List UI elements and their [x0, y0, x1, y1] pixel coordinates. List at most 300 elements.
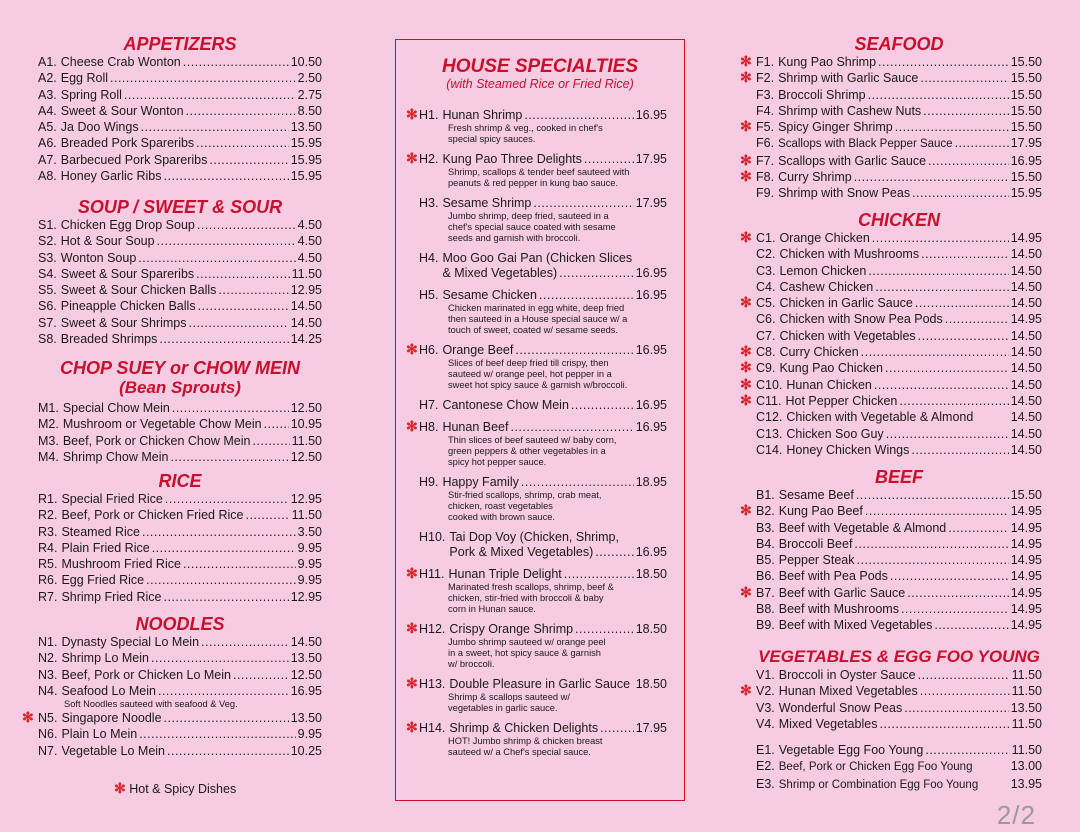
asterisk-icon: ✻ [740, 343, 752, 360]
item-name: Sesame Chicken [442, 288, 537, 302]
item-code: C9. [756, 361, 776, 376]
menu-item [756, 667, 1042, 683]
item-price: 14.50 [1010, 345, 1042, 360]
leader-dots [923, 103, 1009, 119]
leader-dots [539, 288, 634, 303]
veg-section [740, 647, 1042, 793]
leader-dots [264, 416, 289, 432]
item-code: N4. [38, 683, 58, 698]
asterisk-icon: ✻ [740, 583, 752, 600]
item-price: 15.50 [1010, 488, 1042, 502]
item-code: N3. [38, 667, 58, 682]
leader-dots [170, 449, 288, 465]
item-price: 16.95 [635, 420, 667, 434]
item-code: F4. [756, 103, 775, 118]
asterisk-icon: ✻ [406, 620, 418, 636]
leader-dots [146, 572, 296, 588]
menu-item [756, 328, 1042, 344]
item-code: A7. [38, 152, 57, 167]
item-description: Soft Noodles sauteed with seafood & Veg. [64, 699, 238, 710]
item-price: 11.50 [291, 266, 322, 281]
item-code: C10. [756, 377, 783, 392]
leader-dots [595, 545, 633, 560]
menu-item [38, 103, 322, 119]
item-code: N2. [38, 651, 58, 666]
item-name: Orange Chicken [779, 231, 870, 245]
item-code: N6. [38, 727, 58, 742]
item-name: Scallops with Garlic Sauce [778, 153, 927, 168]
item-price: 16.95 [1010, 153, 1042, 168]
leader-dots [918, 328, 1009, 344]
item-list [38, 54, 322, 184]
item-price: 18.50 [635, 677, 667, 691]
item-name: Hunan Mixed Vegetables [778, 684, 918, 699]
asterisk-icon: ✻ [22, 709, 34, 726]
leader-dots [854, 536, 1008, 552]
item-code: C2. [756, 247, 776, 262]
menu-item [38, 449, 322, 465]
item-list [22, 634, 322, 759]
item-price: 16.95 [635, 343, 667, 357]
item-name: Scallops with Black Pepper Sauce [778, 138, 953, 151]
item-name: Curry Shrimp [778, 170, 852, 185]
item-name-line2: Pork & Mixed Vegetables) [449, 545, 594, 559]
item-price: 11.50 [291, 433, 322, 448]
item-code: R1. [38, 492, 58, 506]
menu-item [406, 565, 667, 582]
section-title: BEEF [874, 467, 923, 487]
item-name: Shrimp or Combination Egg Foo Young [778, 778, 979, 791]
menu-item [406, 106, 667, 123]
item-name: Kung Pao Beef [778, 504, 863, 519]
item-description: Marinated fresh scallops, shrimp, beef & chicken, stir-fried with broccoli & baby corn in Hunan sauce. [448, 582, 614, 614]
item-code: F7. [756, 153, 775, 168]
leader-dots [571, 398, 634, 413]
leader-dots [201, 634, 289, 650]
menu-item [756, 617, 1042, 633]
beef-section [740, 467, 1042, 634]
leader-dots [868, 263, 1008, 279]
menu-item [740, 502, 1042, 519]
menu-item [740, 294, 1042, 311]
leader-dots [139, 726, 295, 742]
item-code: F5. [756, 120, 775, 135]
item-code: H2. [419, 152, 439, 166]
menu-item [740, 375, 1042, 393]
item-price: 16.95 [635, 398, 667, 412]
item-price: 18.95 [635, 475, 667, 489]
menu-item [38, 87, 322, 103]
item-code: R7. [38, 589, 58, 604]
item-name: Hot Pepper Chicken [785, 393, 898, 408]
item-name: Breaded Shrimps [60, 332, 158, 347]
item-price: 4.50 [297, 250, 322, 265]
leader-dots [151, 650, 289, 666]
leader-dots [158, 683, 289, 699]
item-name: Shrimp Lo Mein [61, 651, 149, 666]
item-name: Happy Family [442, 475, 519, 489]
leader-dots [183, 54, 289, 70]
item-price: 16.95 [635, 266, 667, 280]
menu-item [756, 700, 1042, 716]
item-name: Curry Chicken [779, 345, 859, 360]
leader-dots [901, 601, 1009, 617]
item-code: S6. [38, 299, 57, 314]
item-code: R6. [38, 573, 58, 588]
house-item [419, 251, 667, 281]
item-list [38, 217, 322, 347]
leader-dots [945, 311, 1009, 327]
item-name: Beef, Pork or Chicken Egg Foo Young [778, 761, 973, 774]
leader-dots [510, 420, 633, 435]
item-price: 16.95 [290, 683, 322, 698]
section-subtitle: (Bean Sprouts) [119, 378, 241, 397]
item-price: 2.75 [297, 87, 322, 102]
menu-item [419, 196, 667, 211]
item-code: V4. [756, 716, 775, 731]
item-price: 2.50 [297, 71, 322, 86]
menu-item [756, 742, 1042, 758]
menu-item [419, 288, 667, 303]
item-code: B9. [756, 618, 775, 633]
item-code: F3. [756, 87, 775, 102]
item-code: S2. [38, 234, 57, 249]
leader-dots [865, 503, 1009, 519]
item-code: A1. [38, 55, 57, 69]
asterisk-icon: ✻ [740, 151, 752, 168]
item-code: S7. [38, 315, 57, 330]
item-name: Cheese Crab Wonton [60, 55, 181, 69]
item-name: Dynasty Special Lo Mein [61, 635, 200, 649]
item-code: F9. [756, 186, 775, 201]
item-description: Chicken marinated in egg white, deep fried then sauteed in a House special sauce w/ a touch of sweet, coated w/ sesame seeds. [448, 303, 628, 335]
asterisk-icon: ✻ [740, 294, 752, 311]
item-price: 12.95 [290, 283, 322, 298]
leader-dots [899, 393, 1008, 409]
menu-item [38, 507, 322, 523]
appetizers-section [38, 34, 322, 184]
section-title: CHICKEN [857, 210, 940, 230]
menu-item [38, 556, 322, 572]
item-code: H6. [419, 343, 439, 357]
asterisk-icon: ✻ [406, 150, 418, 166]
item-code: N5. [38, 711, 58, 726]
item-name: Shrimp with Snow Peas [778, 186, 911, 201]
item-price: 12.50 [290, 401, 322, 415]
leader-dots [928, 153, 1009, 169]
item-name: Barbecued Pork Spareribs [60, 152, 208, 167]
menu-item-continued [419, 266, 667, 281]
soup-section [38, 197, 322, 347]
item-price: 14.95 [1010, 618, 1042, 633]
leader-dots [245, 507, 289, 523]
item-code: E1. [756, 743, 775, 758]
leader-dots [198, 298, 289, 314]
house-section [395, 57, 685, 92]
item-price: 15.50 [1010, 87, 1042, 102]
menu-item [756, 426, 1042, 442]
item-price: 14.95 [1010, 520, 1042, 535]
item-code: A3. [38, 87, 57, 102]
house-item [406, 620, 667, 670]
item-price: 14.95 [1010, 312, 1042, 327]
leader-dots [163, 589, 288, 605]
house-item [406, 565, 667, 615]
item-code: C11. [756, 393, 782, 408]
leader-dots [886, 426, 1009, 442]
item-price: 11.50 [1011, 668, 1042, 682]
house-item [406, 341, 667, 391]
spicy-legend [114, 780, 236, 797]
menu-item [756, 536, 1042, 552]
item-name: Egg Fried Rice [61, 573, 145, 588]
section-title: HOUSE SPECIALTIES [441, 56, 638, 77]
item-name: Ja Doo Wings [60, 120, 139, 135]
menu-item [740, 682, 1042, 699]
item-code: H13. [419, 677, 446, 691]
item-name: Sweet & Sour Spareribs [60, 266, 195, 281]
leader-dots [955, 135, 1009, 151]
item-price: 13.50 [1010, 700, 1042, 715]
item-name: Orange Beef [442, 343, 514, 357]
leader-dots [948, 520, 1008, 536]
item-code: C7. [756, 328, 776, 343]
item-name: Vegetable Egg Foo Young [778, 743, 924, 758]
item-code: F6. [756, 136, 775, 151]
menu-item [38, 726, 322, 742]
leader-dots [925, 742, 1009, 758]
menu-item [38, 650, 322, 666]
item-code: C8. [756, 345, 776, 360]
menu-item [406, 418, 667, 435]
leader-dots [875, 279, 1008, 295]
item-name: Cashew Chicken [779, 279, 874, 294]
asterisk-icon: ✻ [740, 375, 752, 392]
menu-item [38, 135, 322, 151]
item-price: 16.95 [635, 545, 667, 559]
item-code: H5. [419, 288, 439, 302]
asterisk-icon: ✻ [406, 719, 418, 735]
menu-item [406, 150, 667, 167]
item-name: Crispy Orange Shrimp [449, 622, 574, 636]
menu-item [38, 266, 322, 282]
leader-dots [584, 152, 634, 167]
item-price: 18.50 [635, 567, 667, 581]
item-name: Wonderful Snow Peas [778, 700, 903, 715]
item-code: B7. [756, 585, 775, 600]
item-name: Wonton Soup [60, 250, 137, 265]
item-list [756, 742, 1042, 793]
leader-dots [157, 233, 296, 249]
item-price: 15.95 [290, 152, 322, 167]
leader-dots [879, 716, 1009, 732]
item-price: 12.95 [290, 492, 322, 506]
house-item-list [406, 106, 667, 758]
item-price: 15.95 [1010, 186, 1042, 201]
leader-dots [904, 700, 1009, 716]
menu-item-continued [419, 545, 667, 560]
item-price: 10.95 [290, 417, 322, 432]
item-code: F1. [756, 55, 775, 69]
item-code: H12. [419, 622, 446, 636]
item-name: Steamed Rice [61, 524, 140, 539]
menu-item [756, 758, 1042, 775]
item-price: 14.50 [1010, 263, 1042, 278]
item-code: B3. [756, 520, 775, 535]
item-code: R5. [38, 557, 58, 572]
item-name: Cantonese Chow Mein [442, 398, 569, 412]
item-code: M2. [38, 417, 59, 432]
item-price: 10.25 [290, 743, 322, 758]
house-item [406, 675, 667, 714]
menu-item [38, 298, 322, 314]
menu-item [756, 487, 1042, 503]
item-name: Chicken Egg Drop Soup [60, 218, 195, 232]
item-name: Plain Lo Mein [61, 727, 138, 742]
item-name: Special Fried Rice [61, 492, 163, 506]
leader-dots [911, 442, 1008, 458]
leader-dots [110, 70, 296, 86]
item-name: Plain Fried Rice [61, 540, 150, 555]
menu-item [38, 217, 322, 233]
item-price: 14.95 [1010, 602, 1042, 617]
item-description: Shrimp, scallops & tender beef sauteed with peanuts & red pepper in kung bao sauce. [448, 167, 630, 188]
leader-dots [878, 54, 1009, 70]
leader-dots [172, 400, 289, 416]
item-code: B1. [756, 488, 775, 502]
item-price: 14.50 [1010, 377, 1042, 392]
item-price: 13.50 [290, 651, 322, 666]
leader-dots [857, 552, 1009, 568]
item-price: 15.50 [1010, 71, 1042, 86]
menu-item [406, 719, 667, 736]
item-name: Singapore Noodle [61, 711, 162, 726]
leader-dots [164, 710, 289, 726]
item-code: C5. [756, 296, 776, 311]
item-list [740, 487, 1042, 634]
leader-dots [856, 487, 1009, 503]
menu-item [756, 87, 1042, 103]
item-price: 13.00 [1010, 759, 1042, 774]
item-description: Jumbo shrimp sauteed w/ orange peel in a sweet, hot spicy sauce & garnish w/ broccoli. [448, 637, 606, 669]
rice-section [38, 471, 322, 605]
asterisk-icon: ✻ [406, 341, 418, 357]
item-code: F2. [756, 71, 775, 86]
section-title: SEAFOOD [854, 34, 944, 54]
menu-item [756, 311, 1042, 327]
asterisk-icon: ✻ [740, 502, 752, 519]
menu-item [38, 683, 322, 699]
menu-item [38, 331, 322, 347]
section-title: NOODLES [135, 614, 225, 634]
menu-item [756, 103, 1042, 119]
leader-dots [912, 185, 1009, 201]
item-code: C12. [756, 410, 783, 425]
menu-item [38, 315, 322, 331]
menu-item [756, 246, 1042, 262]
menu-item [740, 69, 1042, 86]
item-name: Pineapple Chicken Balls [60, 299, 196, 314]
leader-dots [164, 168, 289, 184]
leader-dots [142, 524, 296, 540]
section-title: SOUP / SWEET & SOUR [77, 197, 283, 217]
menu-item [756, 135, 1042, 152]
leader-dots [874, 377, 1009, 393]
item-price: 12.50 [290, 449, 322, 464]
menu-item [38, 70, 322, 86]
item-name: Beef, Pork or Chicken Chow Mein [62, 433, 251, 448]
house-item [419, 530, 667, 560]
menu-item [406, 341, 667, 358]
item-price: 3.50 [297, 524, 322, 539]
item-price: 4.50 [297, 218, 322, 232]
item-code: C6. [756, 312, 776, 327]
item-code: A8. [38, 169, 57, 184]
item-name: Beef, Pork or Chicken Fried Rice [61, 508, 244, 523]
seafood-section [740, 34, 1042, 202]
item-name: Spicy Ginger Shrimp [778, 120, 893, 135]
menu-item [756, 409, 1042, 425]
item-description: Fresh shrimp & veg., cooked in chef's special spicy sauces. [448, 123, 603, 144]
menu-item [740, 391, 1042, 409]
menu-item [38, 634, 322, 650]
item-description: HOT! Jumbo shrimp & chicken breast sauteed w/ a Chef's special sauce. [448, 736, 603, 757]
item-price: 11.50 [1011, 743, 1042, 758]
menu-item [740, 583, 1042, 601]
item-name: Pepper Steak [778, 553, 855, 568]
leader-dots [918, 667, 1010, 683]
item-price: 12.50 [290, 667, 322, 682]
item-code: V2. [756, 684, 775, 699]
menu-item [38, 250, 322, 266]
menu-item [38, 54, 322, 70]
leader-dots [921, 246, 1009, 262]
leader-dots [533, 196, 633, 211]
item-code: C13. [756, 426, 783, 441]
item-description: Jumbo shrimp, deep fried, sauteed in a chef's special sauce coated with sesame seeds and garnish with broccoli. [448, 211, 616, 243]
asterisk-icon: ✻ [406, 106, 418, 122]
item-name: Egg Roll [60, 71, 109, 86]
item-code: E2. [756, 759, 775, 774]
leader-dots [861, 344, 1009, 360]
item-name: Beef with Mixed Vegetables [778, 618, 933, 633]
item-code: S3. [38, 250, 57, 265]
item-code: B4. [756, 536, 775, 551]
item-code: B8. [756, 602, 775, 617]
item-price: 13.50 [290, 711, 322, 726]
item-name: Chicken with Mushrooms [779, 247, 920, 262]
item-name: Shrimp Fried Rice [61, 589, 162, 604]
item-code: M3. [38, 433, 59, 448]
item-name: Mushroom or Vegetable Chow Mein [62, 417, 262, 432]
item-code: V1. [756, 668, 775, 682]
item-name: Shrimp Chow Mein [62, 449, 169, 464]
item-name: Hunan Shrimp [442, 108, 523, 122]
leader-dots [890, 568, 1009, 584]
leader-dots [252, 433, 289, 449]
leader-dots [515, 343, 633, 358]
item-name: Sesame Shrimp [442, 196, 532, 210]
item-name: Kung Pao Chicken [779, 361, 883, 376]
leader-dots [124, 87, 296, 103]
item-price: 14.50 [1010, 247, 1042, 262]
item-code: S5. [38, 283, 57, 298]
leader-dots [920, 683, 1010, 699]
item-price: 18.50 [635, 622, 667, 636]
leader-dots [186, 103, 296, 119]
leader-dots [895, 119, 1009, 135]
page-number: 2/2 [996, 800, 1036, 830]
